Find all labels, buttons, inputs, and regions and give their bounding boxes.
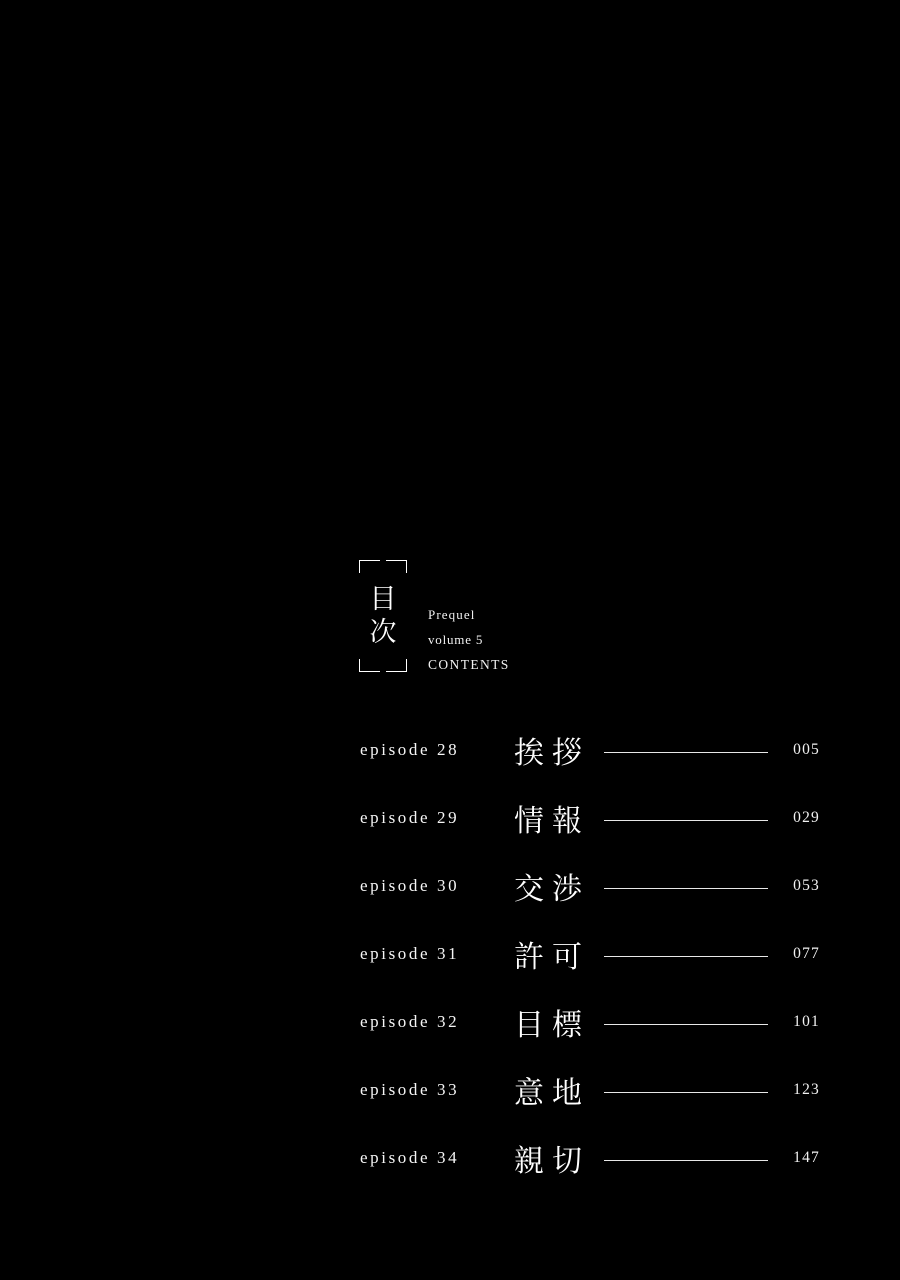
list-item[interactable] [360,920,820,988]
mokuji-char-2: 次 [369,617,397,648]
leader-rule [604,752,768,753]
prequel-label: Prequel [428,607,476,622]
episode-number: episode 30 [360,876,460,895]
list-item[interactable] [360,716,820,784]
page-number: 077 [793,945,820,962]
contents-label: CONTENTS [428,657,510,672]
episode-number: episode 31 [360,944,460,963]
leader-rule [604,1160,768,1161]
toc-entry-list [360,716,820,1192]
episode-number: episode 28 [360,740,460,759]
page-number: 005 [793,741,820,758]
bracket-top-left-icon [359,560,380,573]
episode-title: 親切 [514,1144,590,1179]
volume-label: volume 5 [428,632,484,647]
list-item[interactable] [360,988,820,1056]
episode-title: 交渉 [514,872,590,907]
page-number: 147 [793,1149,820,1166]
leader-rule [604,956,768,957]
episode-title: 許可 [514,940,590,975]
list-item[interactable] [360,784,820,852]
episode-number: episode 32 [360,1012,460,1031]
list-item[interactable] [360,1056,820,1124]
bracket-bottom-left-icon [359,659,380,672]
mokuji-emblem [360,560,406,672]
mokuji-char-1: 目 [369,584,397,615]
bracket-top-right-icon [386,560,407,573]
episode-number: episode 34 [360,1148,460,1167]
page-number: 101 [793,1013,820,1030]
episode-number: episode 33 [360,1080,460,1099]
leader-rule [604,888,768,889]
toc-header-text [428,560,510,677]
leader-rule [604,1092,768,1093]
episode-title: 情報 [514,804,590,839]
page-number: 053 [793,877,820,894]
list-item[interactable] [360,852,820,920]
page-number: 029 [793,809,820,826]
episode-title: 挨拶 [514,736,590,771]
bracket-bottom-right-icon [386,659,407,672]
page-number: 123 [793,1081,820,1098]
leader-rule [604,820,768,821]
list-item[interactable] [360,1124,820,1192]
episode-title: 意地 [514,1076,590,1111]
episode-number: episode 29 [360,808,460,827]
leader-rule [604,1024,768,1025]
episode-title: 目標 [514,1008,590,1043]
toc-header [360,560,510,677]
